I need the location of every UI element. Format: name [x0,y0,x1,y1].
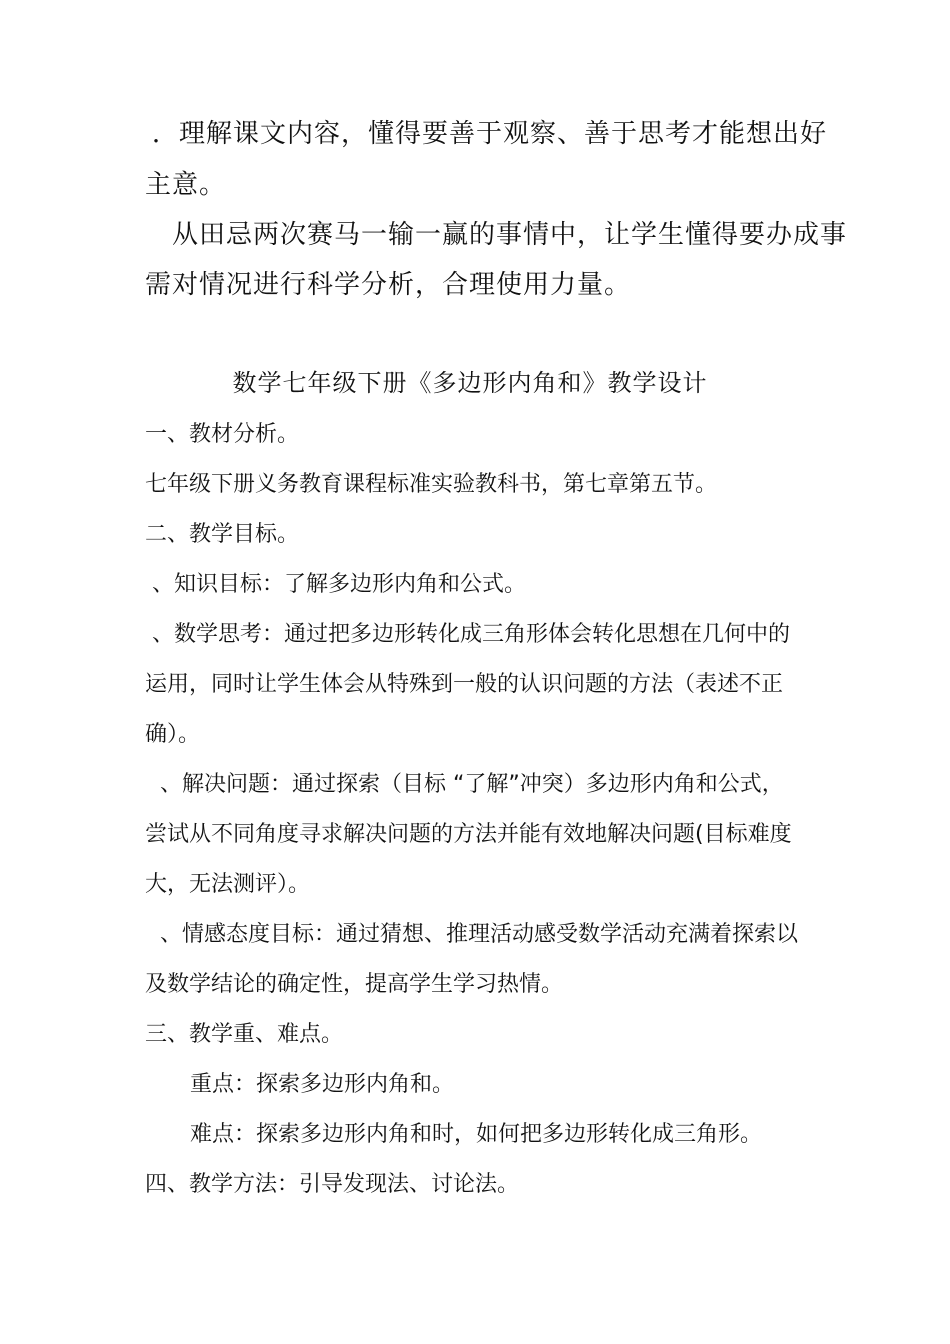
section-3-heading: 三、教学重、难点。 [145,1022,344,1047]
thinking-goal-line-2: 运用，同时让学生体会从特殊到一般的认识问题的方法（表述不正 [145,672,784,697]
section-1-heading: 一、教材分析。 [145,422,300,447]
difficult-point: 难点：探索多边形内角和时，如何把多边形转化成三角形。 [190,1122,763,1147]
thinking-goal-line-3: 确）。 [145,722,201,747]
emotion-goal-line-2: 及数学结论的确定性，提高学生学习热情。 [145,972,564,997]
intro-line-2: 主意。 [145,170,227,200]
solve-goal-line-2: 尝试从不同角度寻求解决问题的方法并能有效地解决问题(目标难度 [145,822,792,847]
thinking-goal-line-1: 、数学思考：通过把多边形转化成三角形体会转化思想在几何中的 [152,622,791,647]
key-point: 重点：探索多边形内角和。 [190,1072,455,1097]
knowledge-goal: 、知识目标：了解多边形内角和公式。 [152,572,527,597]
intro-line-3: 从田忌两次赛马一输一赢的事情中，让学生懂得要办成事 [172,220,848,250]
emotion-goal-line-1: 、情感态度目标：通过猜想、推理活动感受数学活动充满着探索以 [160,922,799,947]
solve-goal-line-3: 大，无法测评）。 [145,872,311,897]
section-1-text: 七年级下册义务教育课程标准实验教科书，第七章第五节。 [145,472,718,497]
intro-line-1: ．理解课文内容，懂得要善于观察、善于思考才能想出好 [152,119,828,149]
intro-line-4: 需对情况进行科学分析，合理使用力量。 [145,270,632,300]
section-2-heading: 二、教学目标。 [145,522,300,547]
section-4-heading: 四、教学方法：引导发现法、讨论法。 [145,1172,520,1197]
document-title: 数学七年级下册《多边形内角和》教学设计 [232,369,708,397]
solve-goal-line-1: 、解决问题：通过探索（目标 “了解”冲突）多边形内角和公式， [160,772,784,797]
